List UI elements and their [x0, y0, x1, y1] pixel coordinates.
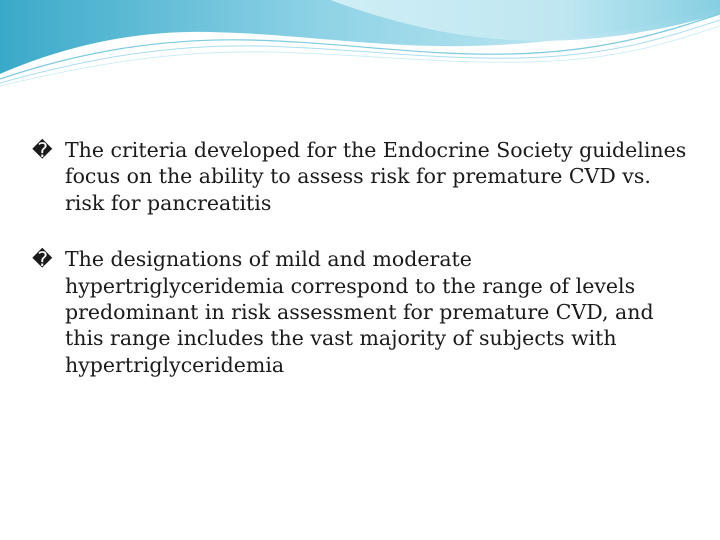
- bullet-text: The designations of mild and moderate hypertriglyceridemia correspond to the range of levels predominant in risk assessment for premature CVD, and this range includes the vast majority of subjects with hypertriglyceridemia: [65, 247, 654, 377]
- bullet-item: [32, 137, 692, 216]
- bullet-text: The criteria developed for the Endocrine Society guidelines focus on the ability to assess risk for premature CVD vs. risk for pancreatitis: [65, 138, 687, 215]
- bullet-marker-icon: �: [32, 247, 53, 272]
- wave-header-decoration: [0, 0, 720, 90]
- bullet-item: [32, 246, 692, 378]
- slide-content: [32, 137, 692, 408]
- bullet-marker-icon: �: [32, 138, 53, 162]
